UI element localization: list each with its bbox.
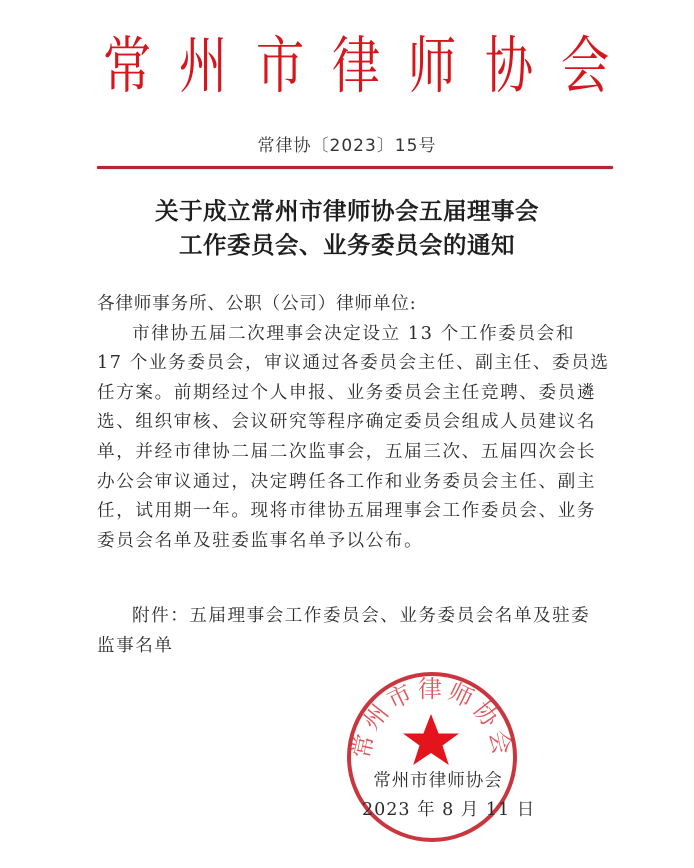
attachment-line-2: 监事名单: [97, 636, 174, 656]
seal-star-icon: [403, 714, 459, 765]
body-paragraph: [97, 320, 613, 557]
masthead-char: 律: [331, 29, 381, 102]
paragraph-line: 委员会名单及驻委监事名单予以公布。: [97, 530, 424, 551]
paragraph-line: 任，试用期一年。现将市律协五届理事会工作委员会、业务: [97, 501, 597, 522]
paragraph-line: 选、组织审核、会议研究等程序确定委员会组成人员建议名: [97, 412, 597, 433]
masthead-char: 市: [255, 29, 304, 102]
salutation: 各律师事务所、公职（公司）律师单位:: [97, 294, 417, 314]
title-line-2: 工作委员会、业务委员会的通知: [179, 231, 515, 259]
paragraph-line: 市律协五届二次理事会决定设立 13 个工作委员会和: [132, 323, 576, 344]
attachment-note: [97, 601, 613, 661]
masthead-char: 常: [102, 29, 152, 102]
masthead-char: 师: [408, 29, 457, 102]
svg-text:常州市律师协会: 常州市律师协会: [346, 674, 518, 761]
masthead-char: 会: [560, 29, 610, 102]
paragraph-line: 17 个业务委员会，审议通过各委员会主任、副主任、委员选: [97, 353, 610, 374]
masthead-char: 州: [179, 29, 228, 102]
masthead-char: 协: [484, 29, 533, 102]
letterhead-masthead: [96, 28, 616, 104]
signature-organization: 常州市律师协会: [373, 771, 503, 791]
signature-date: 2023 年 8 月 11 日: [362, 800, 536, 820]
title-line-1: 关于成立常州市律师协会五届理事会: [155, 197, 539, 225]
notice-body: [97, 290, 613, 556]
attachment-line-1: 附件：五届理事会工作委员会、业务委员会名单及驻委: [132, 606, 591, 626]
document-number: 常律协〔2023〕15号: [257, 136, 437, 156]
paragraph-line: 办公会审议通过，决定聘任各工作和业务委员会主任、副主: [97, 471, 597, 492]
notice-title: [0, 194, 694, 262]
red-divider-rule: [97, 166, 613, 169]
paragraph-line: 任方案。前期经过个人申报、业务委员会主任竞聘、委员遴: [97, 382, 597, 403]
paragraph-line: 单，并经市律协二届二次监事会，五届三次、五届四次会长: [97, 441, 597, 462]
